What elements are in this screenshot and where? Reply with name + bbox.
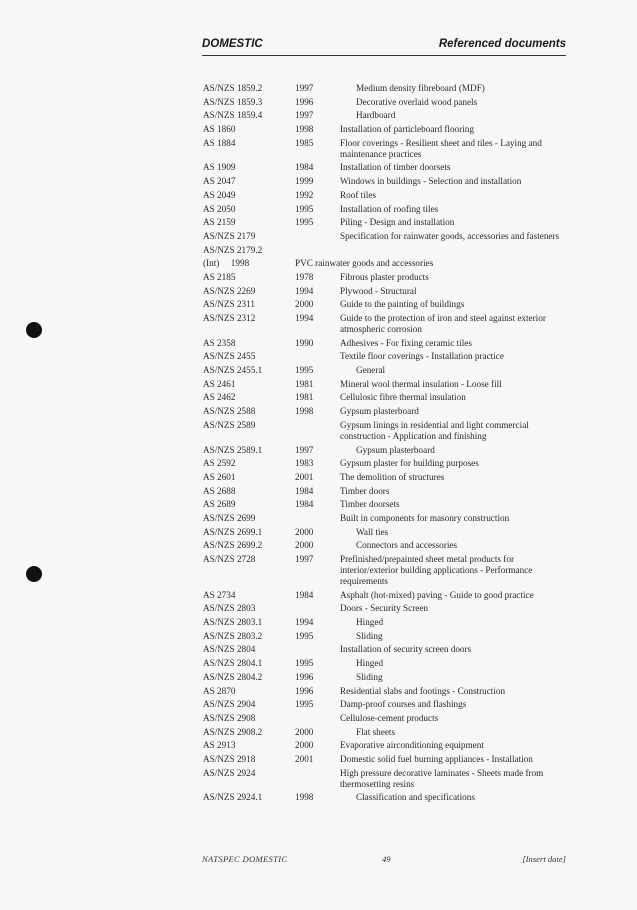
standard-number: AS 2688 [203, 485, 236, 496]
standard-title: Sliding [356, 671, 383, 682]
table-row [203, 672, 563, 683]
table-row [203, 499, 563, 510]
standard-title: Installation of roofing tiles [340, 203, 439, 214]
standard-title: Classification and specifications [356, 792, 475, 803]
standard-number: AS 2734 [203, 589, 236, 600]
standard-number: AS/NZS 2918 [203, 753, 256, 764]
header-rule [202, 55, 566, 56]
table-row [203, 338, 563, 349]
standard-number: AS/NZS 2311 [203, 299, 255, 310]
table-row [203, 527, 563, 538]
header-document-title: Referenced documents [438, 38, 566, 50]
standard-year: 1996 [295, 96, 314, 107]
standard-title: The demolition of structures [340, 471, 445, 482]
standard-title: Gypsum plasterboard [340, 406, 419, 417]
standard-year: 1995 [295, 203, 314, 214]
standard-title: Fibrous plaster products [340, 271, 429, 282]
standard-number: AS 1860 [203, 124, 236, 135]
footer-publication: NATSPEC DOMESTIC [202, 854, 288, 864]
standard-year: 2001 [295, 471, 314, 482]
standard-year: 1998 [295, 406, 314, 417]
standard-number: AS/NZS 2728 [203, 554, 256, 564]
standard-title: Cellulose-cement products [340, 712, 439, 723]
standard-title: General [356, 365, 386, 376]
table-row [203, 617, 563, 628]
table-row [203, 138, 563, 160]
standard-title: Evaporative airconditioning equipment [340, 740, 484, 751]
table-row [203, 83, 563, 94]
binder-hole-icon [26, 322, 42, 338]
standard-year: 1995 [295, 699, 314, 710]
table-row [203, 472, 563, 483]
table-row [203, 540, 563, 551]
standard-number: AS/NZS 2804.1 [203, 658, 263, 669]
table-row [203, 245, 563, 256]
standard-title: Domestic solid fuel burning appliances - Installation [340, 753, 533, 764]
standard-year: 2000 [295, 299, 314, 310]
standard-title: Installation of security screen doors [340, 644, 472, 655]
footer-date: [Insert date] [522, 854, 566, 864]
table-row [203, 458, 563, 469]
table-row [203, 204, 563, 215]
standard-number: AS/NZS 2803.2 [203, 630, 263, 641]
standard-year: 1997 [295, 110, 314, 121]
standard-year: 2001 [295, 753, 314, 764]
standard-number: AS/NZS 2455 [203, 351, 256, 362]
standard-title: Gypsum plasterboard [356, 444, 435, 455]
standard-title: Guide to the protection of iron and steel against exterior atmospheric corrosion [340, 313, 546, 334]
page-footer [202, 854, 566, 868]
standard-title: Medium density fibreboard (MDF) [356, 83, 485, 93]
table-row [203, 379, 563, 390]
standard-number: AS/NZS 2699.1 [203, 526, 263, 537]
standard-number: AS 2047 [203, 176, 236, 187]
table-row [203, 272, 563, 283]
standard-number: AS 2461 [203, 378, 236, 389]
standard-year: 1984 [295, 485, 314, 496]
standard-year: 1997 [295, 83, 314, 93]
standard-title: Asphalt (hot-mixed) paving - Guide to good practice [340, 589, 534, 600]
table-row [203, 792, 563, 803]
standard-number: AS 2358 [203, 337, 236, 348]
standard-title: Doors - Security Screen [340, 603, 429, 614]
standard-number: AS/NZS 2588 [203, 406, 256, 417]
standard-title: Sliding [356, 630, 383, 641]
referenced-documents-table [203, 83, 563, 806]
standard-year: 2000 [295, 726, 314, 737]
standard-year: 2000 [295, 526, 314, 537]
binder-hole-icon [26, 566, 42, 582]
standard-year: 1996 [295, 671, 314, 682]
standard-number: AS/NZS 2455.1 [203, 365, 263, 376]
standard-year: 1995 [295, 630, 314, 641]
standard-number: AS 2050 [203, 203, 236, 214]
table-row [203, 406, 563, 417]
standard-title: Textile floor coverings - Installation practice [340, 351, 504, 362]
standard-title: Installation of particleboard flooring [340, 124, 474, 135]
standard-number: AS/NZS 2699.2 [203, 540, 263, 551]
standard-number: (Int) 1998 [203, 258, 250, 269]
standard-title: Timber doors [340, 485, 390, 496]
table-row [203, 445, 563, 456]
standard-title: Installation of timber doorsets [340, 162, 451, 173]
standard-year: 1997 [295, 444, 314, 455]
standard-title: Connectors and accessories [356, 540, 458, 551]
table-row [203, 420, 563, 442]
standard-year: 1985 [295, 137, 314, 148]
table-row [203, 644, 563, 655]
table-row [203, 727, 563, 738]
standard-title: Damp-proof courses and flashings [340, 699, 467, 710]
standard-year: 1995 [295, 658, 314, 669]
standard-number: AS 2913 [203, 740, 236, 751]
table-row [203, 754, 563, 765]
table-row [203, 217, 563, 228]
standard-title: Hinged [356, 617, 384, 628]
standard-year: 2000 [295, 540, 314, 551]
table-row [203, 110, 563, 121]
standard-number: AS 2689 [203, 499, 236, 510]
table-row [203, 740, 563, 751]
standard-year: 2000 [295, 740, 314, 751]
table-row [203, 554, 563, 587]
standard-year: 1984 [295, 162, 314, 173]
table-row [203, 162, 563, 173]
standard-year: 1995 [295, 217, 314, 228]
table-row [203, 124, 563, 135]
standard-number: AS 1884 [203, 137, 236, 148]
standard-year: 1998 [295, 124, 314, 135]
standard-title: Plywood - Structural [340, 285, 417, 296]
standard-year: 1984 [295, 499, 314, 510]
standard-year: 1981 [295, 392, 314, 403]
standard-number: AS/NZS 2924 [203, 767, 256, 778]
standard-year: 1990 [295, 337, 314, 348]
table-row [203, 658, 563, 669]
standard-title: Decorative overlaid wood panels [356, 96, 478, 107]
standard-number: AS 2185 [203, 271, 236, 282]
table-row [203, 590, 563, 601]
header-section-title: DOMESTIC [202, 38, 263, 50]
standard-title: Specification for rainwater goods, accessories and fasteners [340, 230, 560, 241]
standard-number: AS/NZS 2803.1 [203, 617, 263, 628]
table-row [203, 299, 563, 310]
table-row [203, 392, 563, 403]
table-row [203, 176, 563, 187]
standard-number: AS/NZS 2589 [203, 419, 256, 430]
standard-number: AS/NZS 2904 [203, 699, 256, 710]
standard-title: Gypsum plaster for building purposes [340, 458, 479, 469]
table-row [203, 699, 563, 710]
table-row [203, 190, 563, 201]
standard-number: AS/NZS 2699 [203, 512, 256, 523]
standard-title: Prefinished/prepainted sheet metal products for interior/exterior building applications - Performance requirements [340, 554, 533, 586]
standard-number: AS 2049 [203, 189, 236, 200]
standard-number: AS 2592 [203, 458, 236, 469]
standard-year: 1995 [295, 365, 314, 376]
table-row [203, 713, 563, 724]
standard-title: Adhesives - For fixing ceramic tiles [340, 337, 472, 348]
standard-title: Cellulosic fibre thermal insulation [340, 392, 466, 403]
standard-title: Floor coverings - Resilient sheet and tiles - Laying and maintenance practices [340, 137, 542, 159]
table-row [203, 365, 563, 376]
table-row [203, 768, 563, 790]
standard-number: AS/NZS 2312 [203, 313, 256, 323]
standard-title: Wall ties [356, 526, 389, 537]
standard-number: AS 1909 [203, 162, 236, 173]
standard-title: Piling - Design and installation [340, 217, 455, 228]
standard-title: Mineral wool thermal insulation - Loose fill [340, 378, 502, 389]
standard-number: AS/NZS 2804 [203, 644, 256, 655]
standard-title: Residential slabs and footings - Construction [340, 685, 506, 696]
standard-title: Built in components for masonry construction [340, 512, 510, 523]
standard-title: Hinged [356, 658, 384, 669]
footer-page-number: 49 [382, 854, 391, 864]
table-row [203, 258, 563, 269]
standard-title: Gypsum linings in residential and light commercial construction - Application and finishing [340, 419, 529, 441]
standard-number: AS 2870 [203, 685, 236, 696]
standard-title: Roof tiles [340, 189, 376, 200]
table-row [203, 351, 563, 362]
standard-number: AS/NZS 1859.3 [203, 96, 263, 107]
standard-number: AS/NZS 1859.4 [203, 110, 263, 121]
standard-year: 1981 [295, 378, 314, 389]
table-row [203, 313, 563, 335]
standard-year: 1994 [295, 313, 314, 323]
standard-number: AS/NZS 2179.2 [203, 244, 263, 255]
standard-number: AS/NZS 2589.1 [203, 444, 263, 455]
standard-number: AS 2601 [203, 471, 236, 482]
standard-year: 1978 [295, 271, 314, 282]
standard-title: Guide to the painting of buildings [340, 299, 465, 310]
standard-title: Flat sheets [356, 726, 396, 737]
table-row [203, 631, 563, 642]
standard-year: 1994 [295, 285, 314, 296]
standard-year: 1996 [295, 685, 314, 696]
standard-title: Hardboard [356, 110, 396, 121]
standard-title: Windows in buildings - Selection and installation [340, 176, 522, 187]
standard-title: High pressure decorative laminates - Sheets made from thermosetting resins [340, 767, 544, 789]
standard-number: AS/NZS 2908.2 [203, 726, 263, 737]
standard-title: Timber doorsets [340, 499, 400, 510]
table-row [203, 286, 563, 297]
standard-year: 1984 [295, 589, 314, 600]
table-row [203, 231, 563, 242]
table-row [203, 97, 563, 108]
standard-year: 1983 [295, 458, 314, 469]
standard-number: AS/NZS 2924.1 [203, 792, 263, 803]
standard-number: AS 2159 [203, 217, 236, 228]
table-row [203, 603, 563, 614]
table-row [203, 486, 563, 497]
standard-year: 1998 [295, 792, 314, 803]
standard-number: AS/NZS 2804.2 [203, 671, 263, 682]
standard-title: PVC rainwater goods and accessories [295, 258, 434, 269]
standard-number: AS/NZS 2803 [203, 603, 256, 614]
standard-year: 1992 [295, 189, 314, 200]
standard-number: AS/NZS 1859.2 [203, 83, 263, 93]
standard-year: 1994 [295, 617, 314, 628]
page-header [202, 38, 566, 54]
standard-number: AS/NZS 2179 [203, 230, 256, 241]
standard-number: AS/NZS 2269 [203, 285, 256, 296]
standard-number: AS 2462 [203, 392, 236, 403]
standard-year: 1997 [295, 554, 314, 564]
table-row [203, 513, 563, 524]
standard-year: 1999 [295, 176, 314, 187]
standard-number: AS/NZS 2908 [203, 712, 256, 723]
table-row [203, 686, 563, 697]
